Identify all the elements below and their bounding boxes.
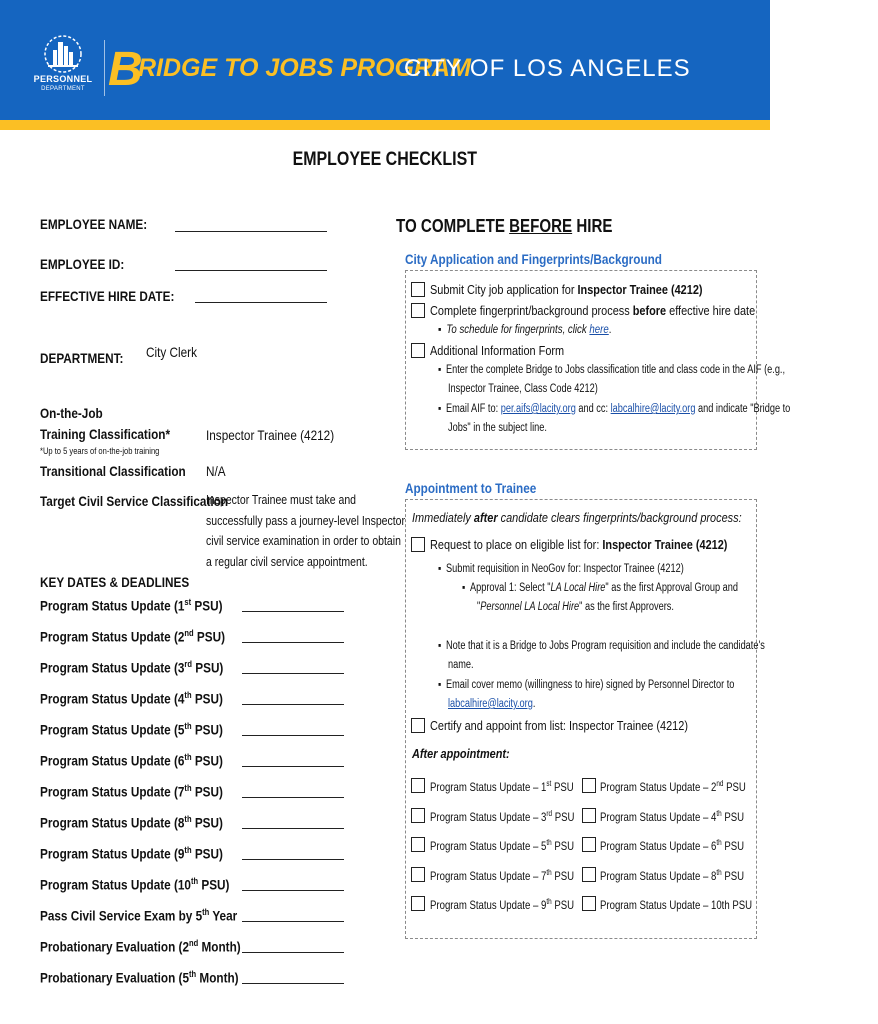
key-date-field[interactable] bbox=[242, 952, 344, 953]
checkbox-aif[interactable] bbox=[411, 343, 425, 358]
key-date-row bbox=[40, 752, 258, 769]
key-date-label: Pass Civil Service Exam by 5th Year bbox=[40, 907, 238, 924]
key-date-field[interactable] bbox=[242, 983, 344, 984]
psu-item: Program Status Update – 10th PSU bbox=[600, 898, 753, 912]
key-date-field[interactable] bbox=[242, 642, 344, 643]
key-date-row bbox=[40, 969, 276, 986]
target-label: Target Civil Service Classification bbox=[40, 493, 229, 509]
transitional-value: N/A bbox=[206, 463, 226, 479]
psu-checkbox[interactable] bbox=[582, 837, 596, 852]
checkbox-fingerprint[interactable] bbox=[411, 303, 425, 318]
psu-checkbox[interactable] bbox=[411, 808, 425, 823]
key-date-label: Program Status Update (3rd PSU) bbox=[40, 659, 224, 676]
psu-item: Program Status Update – 5th PSU bbox=[430, 838, 575, 853]
key-date-field[interactable] bbox=[242, 828, 344, 829]
psu-checkbox[interactable] bbox=[582, 778, 596, 793]
aif-email-link[interactable]: per.aifs@lacity.org bbox=[500, 403, 576, 415]
req-note-1: ▪ Submit requisition in NeoGov for: Inspector Trainee (4212) bbox=[438, 563, 684, 575]
city-name: CITY OF LOS ANGELES bbox=[404, 55, 691, 82]
section-fingerprints-heading: City Application and Fingerprints/Background bbox=[405, 251, 663, 267]
psu-checkbox[interactable] bbox=[582, 896, 596, 911]
employee-id-label: EMPLOYEE ID: bbox=[40, 256, 125, 272]
key-date-label: Program Status Update (7th PSU) bbox=[40, 783, 223, 800]
aif-note-2: ▪ Email AIF to: per.aifs@lacity.org and cc: labcalhire@lacity.org and indicate "Bridge to bbox=[438, 403, 791, 415]
psu-checkbox[interactable] bbox=[411, 837, 425, 852]
key-date-label: Probationary Evaluation (2nd Month) bbox=[40, 938, 241, 955]
key-date-field[interactable] bbox=[242, 797, 344, 798]
program-title-initial: B bbox=[108, 43, 143, 96]
key-date-field[interactable] bbox=[242, 611, 344, 612]
psu-checkbox[interactable] bbox=[411, 867, 425, 882]
psu-checkbox[interactable] bbox=[411, 778, 425, 793]
key-date-label: Program Status Update (4th PSU) bbox=[40, 690, 223, 707]
checkbox-request-eligible[interactable] bbox=[411, 537, 425, 552]
otj-value: Inspector Trainee (4212) bbox=[206, 427, 335, 443]
req-note-2: ▪ Note that it is a Bridge to Jobs Program requisition and include the candidate's bbox=[438, 640, 765, 652]
section-appointment-heading: Appointment to Trainee bbox=[405, 480, 537, 496]
psu-checkbox[interactable] bbox=[411, 896, 425, 911]
key-date-row bbox=[40, 876, 266, 893]
item-request-eligible: Request to place on eligible list for: Inspector Trainee (4212) bbox=[430, 537, 728, 552]
employee-name-field[interactable] bbox=[175, 231, 327, 232]
key-date-label: Program Status Update (10th PSU) bbox=[40, 876, 230, 893]
key-date-field[interactable] bbox=[242, 673, 344, 674]
key-date-field[interactable] bbox=[242, 735, 344, 736]
key-date-row bbox=[40, 659, 258, 676]
psu-checkbox[interactable] bbox=[582, 867, 596, 882]
key-date-row bbox=[40, 783, 258, 800]
psu-item: Program Status Update – 6th PSU bbox=[600, 838, 745, 853]
psu-item: Program Status Update – 9th PSU bbox=[430, 897, 575, 912]
labcal-memo-link[interactable]: labcalhire@lacity.org bbox=[448, 698, 533, 710]
key-date-row bbox=[40, 845, 258, 862]
labcal-email-link[interactable]: labcalhire@lacity.org bbox=[610, 403, 696, 415]
key-date-field[interactable] bbox=[242, 921, 344, 922]
transitional-label: Transitional Classification bbox=[40, 463, 186, 479]
key-date-label: Program Status Update (9th PSU) bbox=[40, 845, 223, 862]
key-date-row bbox=[40, 907, 275, 924]
psu-item: Program Status Update – 4th PSU bbox=[600, 808, 745, 824]
key-date-label: Program Status Update (6th PSU) bbox=[40, 752, 223, 769]
logo-divider bbox=[104, 40, 105, 96]
key-date-field[interactable] bbox=[242, 890, 344, 891]
req-note-approval-b: "Personnel LA Local Hire" as the first Approvers. bbox=[477, 601, 674, 613]
key-date-row bbox=[40, 721, 258, 738]
appointment-intro: Immediately after candidate clears fingerprints/background process: bbox=[412, 510, 742, 525]
item-fingerprint: Complete fingerprint/background process before effective hire date bbox=[430, 303, 756, 318]
key-date-row bbox=[40, 690, 258, 707]
otj-label-line1: On-the-Job bbox=[40, 405, 103, 421]
department-label: DEPARTMENT: bbox=[40, 350, 124, 366]
key-date-field[interactable] bbox=[242, 766, 344, 767]
key-date-label: Probationary Evaluation (5th Month) bbox=[40, 969, 239, 986]
psu-item: Program Status Update – 8th PSU bbox=[600, 867, 745, 883]
req-note-approval: ▪ Approval 1: Select "LA Local Hire" as the first Approval Group and bbox=[462, 582, 739, 594]
aif-note-1: ▪ Enter the complete Bridge to Jobs classification title and class code in the AIF (e.g., bbox=[438, 364, 786, 376]
city-skyline-icon bbox=[40, 34, 86, 74]
key-date-field[interactable] bbox=[242, 859, 344, 860]
item-certify: Certify and appoint from list: Inspector Trainee (4212) bbox=[430, 718, 688, 733]
employee-name-label: EMPLOYEE NAME: bbox=[40, 216, 148, 232]
page-title: EMPLOYEE CHECKLIST bbox=[292, 149, 478, 170]
key-date-field[interactable] bbox=[242, 704, 344, 705]
employee-id-field[interactable] bbox=[175, 270, 327, 271]
req-note-3b: labcalhire@lacity.org. bbox=[448, 698, 536, 710]
otj-footnote: *Up to 5 years of on-the-job training bbox=[40, 446, 160, 456]
after-appointment-heading: After appointment: bbox=[412, 746, 510, 761]
key-dates-heading: KEY DATES & DEADLINES bbox=[40, 574, 190, 590]
aif-note-2b: Jobs" in the subject line. bbox=[448, 422, 547, 434]
psu-checkbox[interactable] bbox=[582, 808, 596, 823]
personnel-department-logo bbox=[28, 32, 98, 100]
key-date-row bbox=[40, 597, 257, 614]
key-date-row bbox=[40, 814, 258, 831]
logo-label: PERSONNEL bbox=[33, 74, 93, 84]
page-header bbox=[0, 0, 770, 130]
fingerprint-here-link[interactable]: here bbox=[589, 324, 609, 336]
psu-item: Program Status Update – 3rd PSU bbox=[430, 808, 575, 824]
department-value: City Clerk bbox=[146, 344, 197, 360]
hire-date-field[interactable] bbox=[195, 302, 327, 303]
fingerprint-schedule-note: ▪ To schedule for fingerprints, click here. bbox=[438, 324, 612, 336]
aif-note-1b: Inspector Trainee, Class Code 4212) bbox=[448, 383, 598, 395]
psu-item: Program Status Update – 2nd PSU bbox=[600, 779, 746, 794]
key-date-label: Program Status Update (8th PSU) bbox=[40, 814, 223, 831]
item-submit-application: Submit City job application for Inspector Trainee (4212) bbox=[430, 282, 703, 297]
key-date-label: Program Status Update (2nd PSU) bbox=[40, 628, 226, 645]
otj-label-line2: Training Classification* bbox=[40, 426, 171, 442]
req-note-2b: name. bbox=[448, 659, 474, 671]
before-hire-title: TO COMPLETE BEFORE HIRE bbox=[396, 216, 613, 236]
logo-sublabel: DEPARTMENT bbox=[41, 86, 85, 92]
checkbox-submit-application[interactable] bbox=[411, 282, 425, 297]
checkbox-certify[interactable] bbox=[411, 718, 425, 733]
req-note-3: ▪ Email cover memo (willingness to hire) signed by Personnel Director to bbox=[438, 679, 735, 691]
hire-date-label: EFFECTIVE HIRE DATE: bbox=[40, 288, 175, 304]
psu-item: Program Status Update – 1st PSU bbox=[430, 779, 574, 794]
psu-item: Program Status Update – 7th PSU bbox=[430, 867, 575, 883]
item-aif: Additional Information Form bbox=[430, 343, 565, 358]
key-date-label: Program Status Update (5th PSU) bbox=[40, 721, 223, 738]
program-title-text: RIDGE TO JOBS PROGRAM bbox=[138, 54, 471, 82]
key-date-row bbox=[40, 628, 260, 645]
key-date-label: Program Status Update (1st PSU) bbox=[40, 597, 223, 614]
